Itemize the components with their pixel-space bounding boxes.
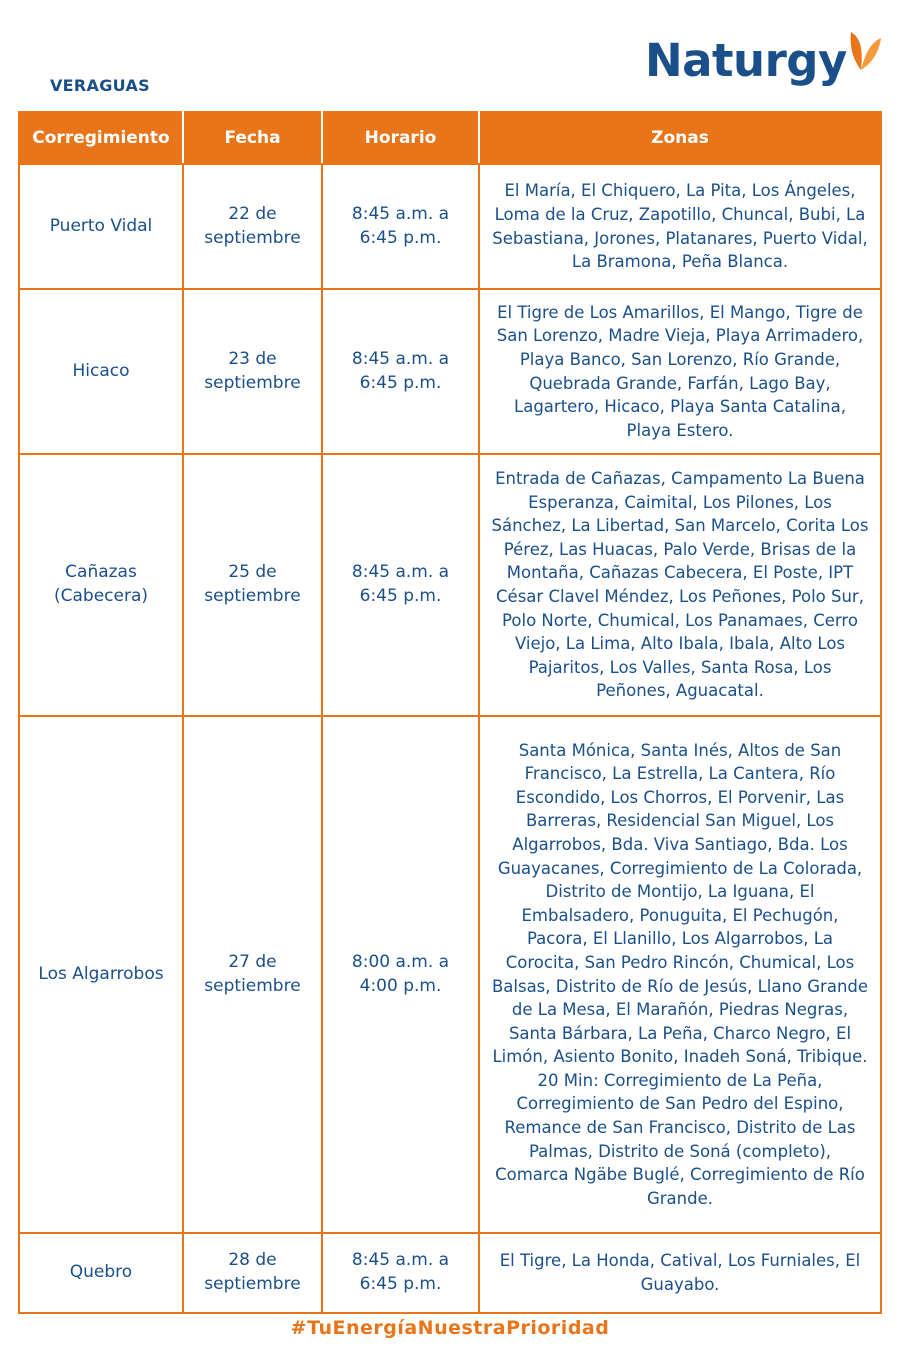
cell-fecha: 28 de septiembre xyxy=(183,1233,322,1313)
cell-zonas: Entrada de Cañazas, Campamento La Buena Esperanza, Caimital, Los Pilones, Los Sánchez, La Libertad, San Marcelo, Corita Los Pérez, Las Huacas, Palo Verde, Brisas de la Montaña, Cañazas Cabecera, El Poste, IPT César Clavel Méndez, Los Peñones, Polo Sur, Polo Norte, Chumical, Los Panamaes, Cerro Viejo, La Lima, Alto Ibala, Ibala, Alto Los Pajaritos, Los Valles, Santa Rosa, Los Peñones, Aguacatal. xyxy=(479,454,881,716)
cell-horario: 8:45 a.m. a 6:45 p.m. xyxy=(322,454,479,716)
cell-horario: 8:00 a.m. a 4:00 p.m. xyxy=(322,716,479,1233)
table-header-row xyxy=(19,112,881,164)
table-row xyxy=(19,454,881,716)
cell-horario: 8:45 a.m. a 6:45 p.m. xyxy=(322,289,479,454)
cell-corregimiento: Puerto Vidal xyxy=(19,164,183,289)
zonas-main: Santa Mónica, Santa Inés, Altos de San Francisco, La Estrella, La Cantera, Río Escondido, Los Chorros, El Porvenir, Las Barreras, Residencial San Miguel, Los Algarrobos, Bda. Viva Santiago, Bda. Los Guayacanes, Corregimiento de La Colorada, Distrito de Montijo, La Iguana, El Embalsadero, Ponuguita, El Pechugón, Pacora, El Llanillo, Los Algarrobos, La Corocita, San Pedro Rincón, Chumical, Los Balsas, Distrito de Río de Jesús, Llano Grande de La Mesa, El Marañón, Piedras Negras, Santa Bárbara, La Peña, Charco Negro, El Limón, Asiento Bonito, Inadeh Soná, Tribique. xyxy=(491,740,869,1067)
cell-zonas xyxy=(479,716,881,1233)
cell-zonas: El Tigre de Los Amarillos, El Mango, Tigre de San Lorenzo, Madre Vieja, Playa Arrimadero, Playa Banco, San Lorenzo, Río Grande, Quebrada Grande, Farfán, Lago Bay, Lagartero, Hicaco, Playa Santa Catalina, Playa Estero. xyxy=(479,289,881,454)
cell-corregimiento: Cañazas (Cabecera) xyxy=(19,454,183,716)
cell-corregimiento: Los Algarrobos xyxy=(19,716,183,1233)
table-row xyxy=(19,1233,881,1313)
naturgy-logo xyxy=(645,28,885,92)
zonas-extra: 20 Min: Corregimiento de La Peña, Corregimiento de San Pedro del Espino, Remance de San Francisco, Distrito de Las Palmas, Distrito de Soná (completo), Comarca Ngäbe Buglé, Corregimiento de Río Grande. xyxy=(495,1070,865,1208)
footer-hashtag: #TuEnergíaNuestraPrioridad xyxy=(290,1317,610,1339)
schedule-table xyxy=(18,111,882,1314)
logo-text: Naturgy xyxy=(645,34,847,87)
cell-zonas: El María, El Chiquero, La Pita, Los Ángeles, Loma de la Cruz, Zapotillo, Chuncal, Bubi, La Sebastiana, Jorones, Platanares, Puerto Vidal, La Bramona, Peña Blanca. xyxy=(479,164,881,289)
region-title: VERAGUAS xyxy=(50,76,150,95)
column-header-corregimiento: Corregimiento xyxy=(19,112,183,164)
cell-fecha: 27 de septiembre xyxy=(183,716,322,1233)
cell-horario: 8:45 a.m. a 6:45 p.m. xyxy=(322,1233,479,1313)
table-row xyxy=(19,164,881,289)
cell-corregimiento: Quebro xyxy=(19,1233,183,1313)
column-header-zonas: Zonas xyxy=(479,112,881,164)
cell-horario: 8:45 a.m. a 6:45 p.m. xyxy=(322,164,479,289)
butterfly-icon xyxy=(835,28,883,76)
table-row xyxy=(19,716,881,1233)
cell-fecha: 22 de septiembre xyxy=(183,164,322,289)
cell-fecha: 25 de septiembre xyxy=(183,454,322,716)
table-row xyxy=(19,289,881,454)
cell-fecha: 23 de septiembre xyxy=(183,289,322,454)
column-header-horario: Horario xyxy=(322,112,479,164)
column-header-fecha: Fecha xyxy=(183,112,322,164)
cell-corregimiento: Hicaco xyxy=(19,289,183,454)
cell-zonas: El Tigre, La Honda, Catival, Los Furniales, El Guayabo. xyxy=(479,1233,881,1313)
